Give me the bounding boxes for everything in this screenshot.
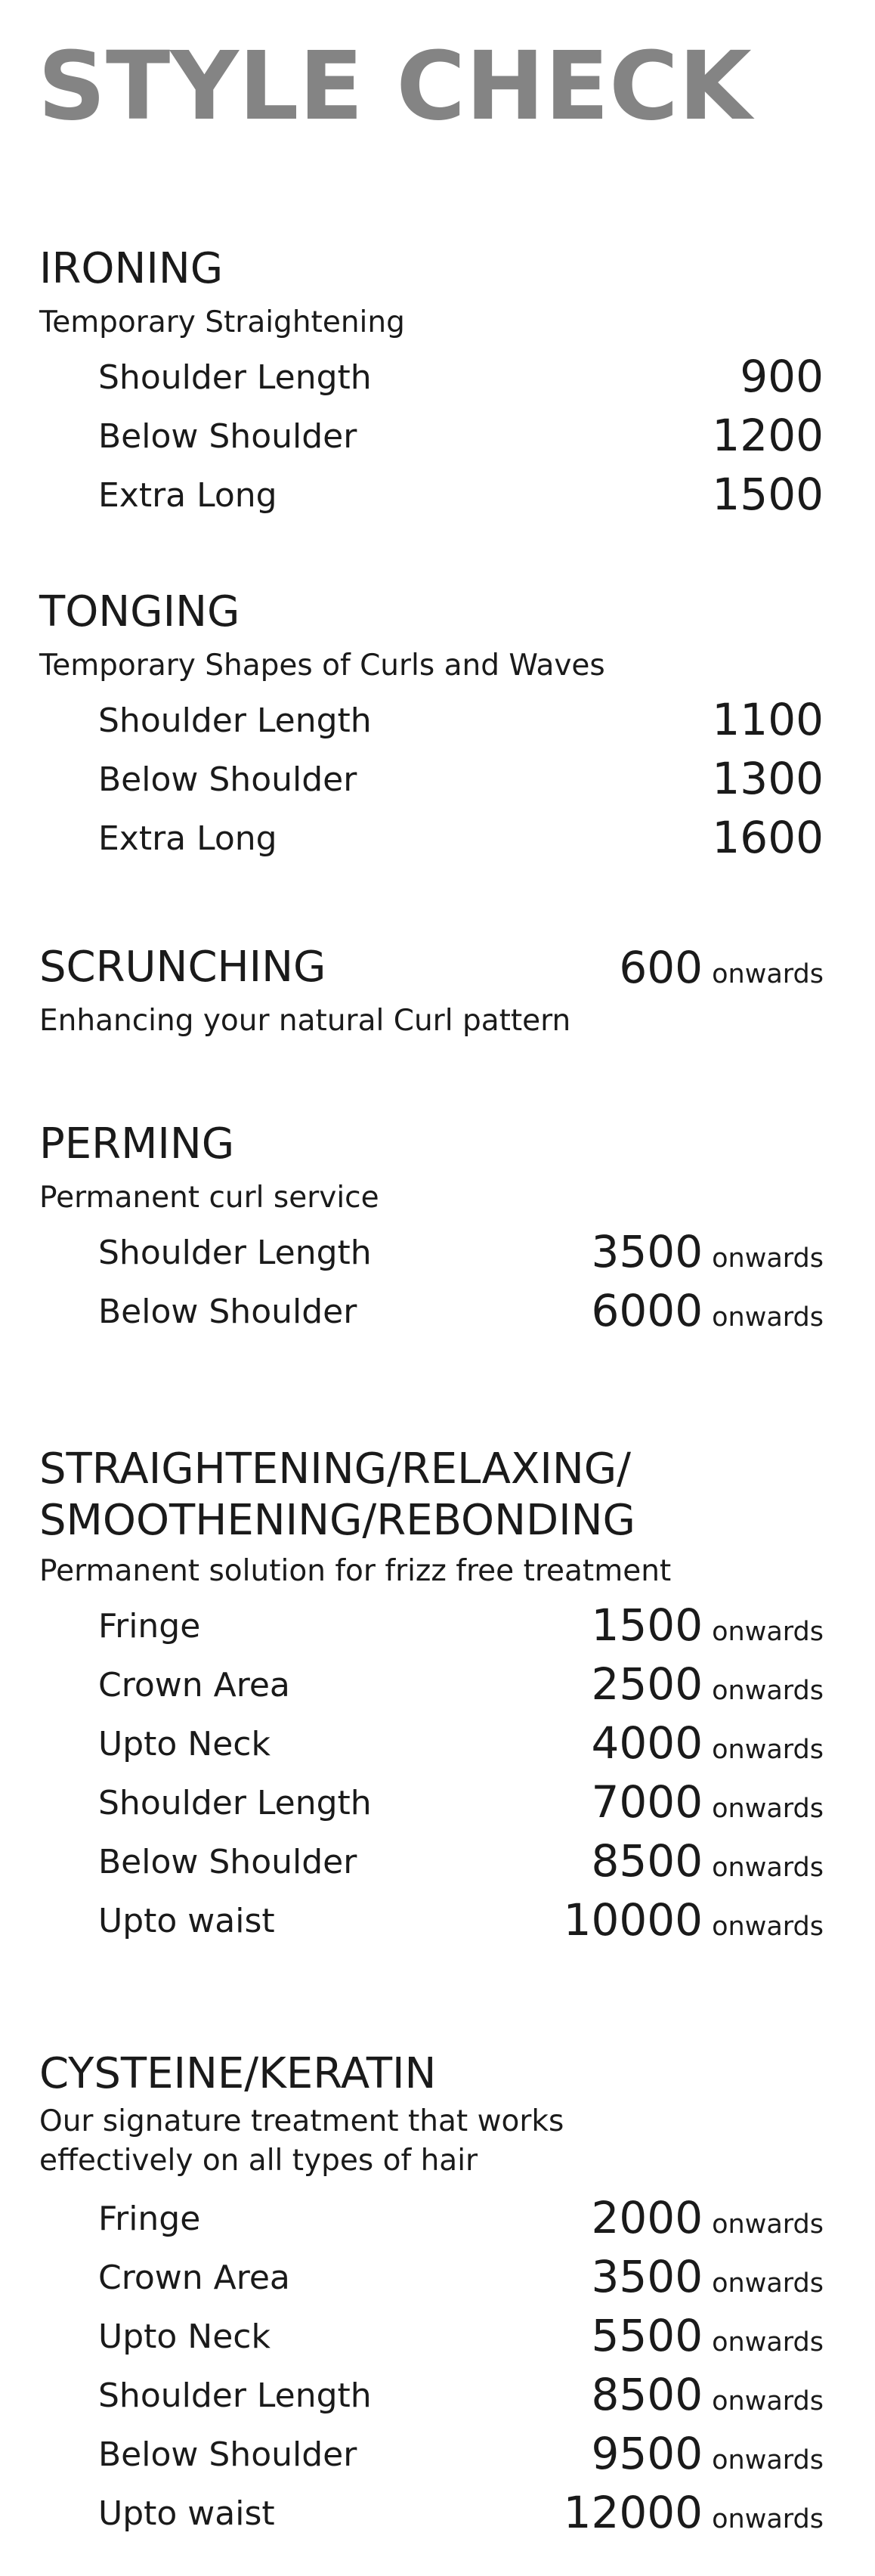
service-price	[712, 753, 824, 806]
service-label: Shoulder Length	[98, 1234, 372, 1272]
section-title-line2: SMOOTHENING/REBONDING	[39, 1496, 635, 1545]
service-label: Below Shoulder	[98, 760, 357, 799]
price-suffix: onwards	[712, 1794, 824, 1824]
price-suffix: onwards	[712, 959, 824, 989]
service-price	[712, 469, 824, 522]
service-price	[712, 410, 824, 463]
service-price	[712, 694, 824, 747]
price-row	[0, 1894, 875, 1953]
price-row	[0, 2192, 875, 2251]
service-price	[564, 2487, 824, 2540]
section-description: Our signature treatment that works	[39, 2104, 564, 2138]
section-perming	[0, 1119, 875, 1345]
service-label: Fringe	[98, 1607, 201, 1646]
service-label: Extra Long	[98, 819, 277, 858]
price-amount: 1500	[712, 469, 824, 520]
service-price	[591, 1285, 824, 1338]
service-price	[619, 942, 824, 995]
price-row	[0, 2487, 875, 2546]
price-amount: 1300	[712, 753, 824, 804]
service-price	[591, 1599, 824, 1652]
service-label: Upto waist	[98, 1902, 275, 1940]
service-label: Crown Area	[98, 2259, 290, 2297]
section-title: IRONING	[39, 244, 224, 293]
price-suffix: onwards	[712, 2386, 824, 2417]
price-row	[0, 694, 875, 753]
section-description: Enhancing your natural Curl pattern	[39, 1004, 571, 1038]
service-price	[591, 2310, 824, 2363]
price-suffix: onwards	[712, 2445, 824, 2475]
service-label: Extra Long	[98, 476, 277, 515]
section-straightening	[0, 1444, 875, 1973]
service-label: Shoulder Length	[98, 701, 372, 740]
price-suffix: onwards	[712, 2504, 824, 2534]
price-suffix: onwards	[712, 1302, 824, 1333]
price-amount: 8500	[591, 1835, 703, 1887]
service-price	[712, 812, 824, 865]
price-suffix: onwards	[712, 2268, 824, 2299]
service-label: Shoulder Length	[98, 2376, 372, 2415]
section-description: Temporary Straightening	[39, 305, 405, 339]
price-row	[0, 410, 875, 469]
service-price	[591, 2428, 824, 2481]
section-description: Permanent solution for frizz free treatment	[39, 1554, 672, 1588]
page-title: STYLE CHECK	[38, 32, 752, 141]
service-price	[591, 2251, 824, 2304]
section-description-line2: effectively on all types of hair	[39, 2144, 478, 2178]
price-amount: 12000	[563, 2487, 703, 2538]
price-row	[0, 753, 875, 812]
price-row	[0, 812, 875, 871]
service-price	[564, 1894, 824, 1947]
price-amount: 4000	[591, 1717, 703, 1769]
section-title: PERMING	[39, 1119, 235, 1169]
price-amount: 3500	[591, 1226, 703, 1277]
price-suffix: onwards	[712, 1676, 824, 1706]
price-amount: 600	[619, 942, 703, 993]
price-amount: 1500	[591, 1599, 703, 1651]
price-suffix: onwards	[712, 1912, 824, 1942]
section-title: CYSTEINE/KERATIN	[39, 2049, 437, 2098]
price-amount: 9500	[591, 2428, 703, 2479]
price-amount: 2500	[591, 1658, 703, 1710]
price-row	[0, 1717, 875, 1776]
service-label: Upto Neck	[98, 2317, 271, 2356]
service-label: Below Shoulder	[98, 2435, 357, 2474]
price-suffix: onwards	[712, 2209, 824, 2240]
service-price	[740, 351, 824, 404]
section-title: STRAIGHTENING/RELAXING/	[39, 1444, 631, 1494]
price-amount: 1100	[712, 694, 824, 745]
price-row	[0, 1776, 875, 1835]
price-row	[0, 1226, 875, 1285]
price-amount: 3500	[591, 2251, 703, 2302]
section-description: Permanent curl service	[39, 1181, 379, 1215]
price-row	[0, 2428, 875, 2487]
price-amount: 1600	[712, 812, 824, 863]
price-row	[0, 1599, 875, 1658]
section-scrunching	[0, 942, 875, 1048]
price-row	[0, 351, 875, 410]
service-label: Shoulder Length	[98, 358, 372, 397]
price-amount: 900	[740, 351, 824, 402]
service-label: Crown Area	[98, 1666, 290, 1704]
price-row	[0, 2251, 875, 2310]
price-amount: 5500	[591, 2310, 703, 2361]
section-title: SCRUNCHING	[39, 943, 326, 992]
service-label: Below Shoulder	[98, 1843, 357, 1881]
service-label: Below Shoulder	[98, 417, 357, 456]
section-tonging	[0, 587, 875, 874]
price-suffix: onwards	[712, 1735, 824, 1765]
service-price	[591, 1658, 824, 1711]
price-amount: 1200	[712, 410, 824, 461]
service-price	[591, 1226, 824, 1279]
service-label: Upto waist	[98, 2494, 275, 2533]
price-row	[0, 2369, 875, 2428]
service-price	[591, 2192, 824, 2245]
section-title: TONGING	[39, 587, 240, 636]
price-amount: 8500	[591, 2369, 703, 2420]
service-price	[591, 1835, 824, 1888]
price-amount: 7000	[591, 1776, 703, 1828]
service-label: Below Shoulder	[98, 1293, 357, 1331]
price-suffix: onwards	[712, 1243, 824, 1274]
price-suffix: onwards	[712, 1617, 824, 1647]
service-label: Shoulder Length	[98, 1784, 372, 1822]
section-cysteine-keratin	[0, 2048, 875, 2570]
price-amount: 6000	[591, 1285, 703, 1336]
price-row	[0, 469, 875, 528]
section-ironing	[0, 243, 875, 531]
price-row	[0, 1285, 875, 1344]
price-suffix: onwards	[712, 2327, 824, 2358]
service-label: Fringe	[98, 2200, 201, 2238]
service-price	[591, 2369, 824, 2422]
price-row	[0, 1658, 875, 1717]
price-amount: 2000	[591, 2192, 703, 2243]
price-row	[0, 1835, 875, 1894]
section-description: Temporary Shapes of Curls and Waves	[39, 649, 605, 683]
service-price	[591, 1776, 824, 1829]
service-label: Upto Neck	[98, 1725, 271, 1763]
price-row	[0, 2310, 875, 2369]
service-price	[591, 1717, 824, 1770]
price-amount: 10000	[563, 1894, 703, 1946]
price-suffix: onwards	[712, 1853, 824, 1883]
